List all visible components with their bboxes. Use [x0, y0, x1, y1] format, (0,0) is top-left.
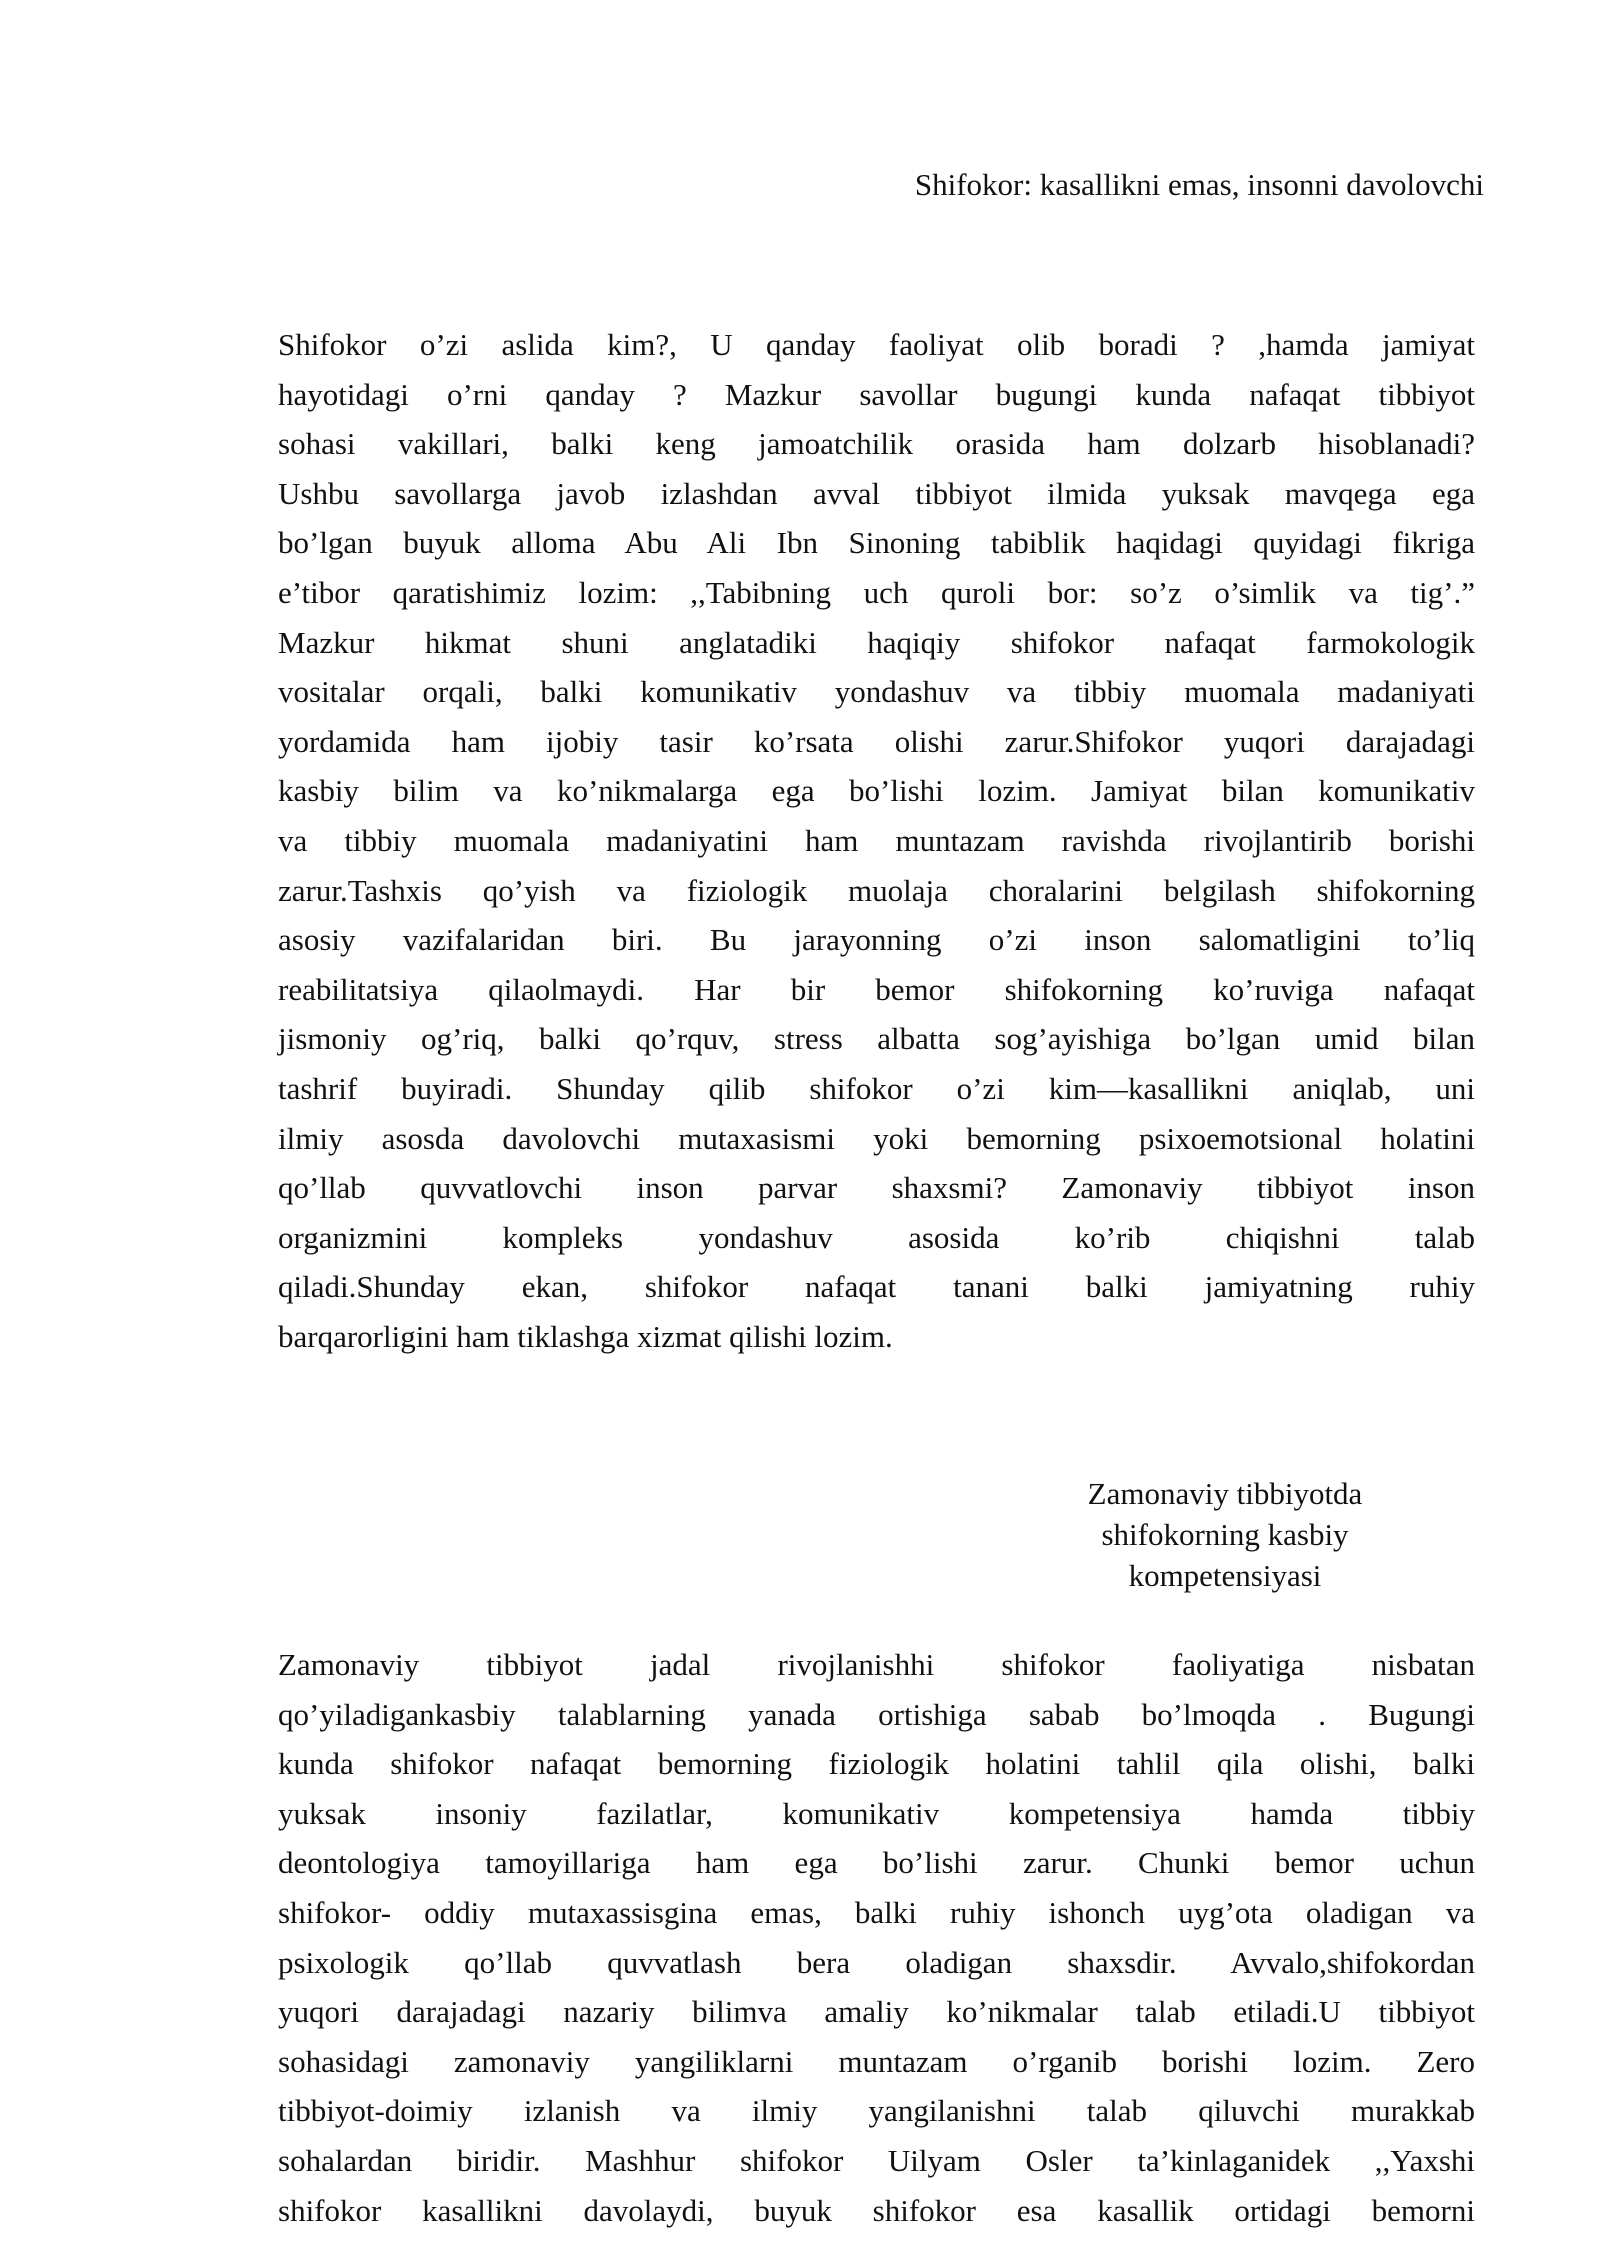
- text-line: asosiy vazifalaridan biri. Bu jarayonning o’zi inson salomatligini to’liq: [278, 922, 1475, 958]
- document-title: Shifokor: kasallikni emas, insonni davolovchi: [914, 167, 1484, 202]
- paragraph-section-1: [278, 320, 1475, 1361]
- text-line: sohasi vakillari, balki keng jamoatchilik orasida ham dolzarb hisoblanadi?: [278, 426, 1475, 462]
- text-line: Shifokor o’zi aslida kim?, U qanday faoliyat olib boradi ? ,hamda jamiyat: [278, 327, 1475, 362]
- text-line: sohalardan biridir. Mashhur shifokor Uilyam Osler ta’kinlaganidek ,,Yaxshi: [278, 2142, 1475, 2178]
- paragraph-section-2: [278, 1640, 1475, 2235]
- text-line: yordamida ham ijobiy tasir ko’rsata olishi zarur.Shifokor yuqori darajadagi: [278, 723, 1475, 759]
- text-line: Mazkur hikmat shuni anglatadiki haqiqiy shifokor nafaqat farmokologik: [278, 624, 1475, 660]
- text-line: tibbiyot-doimiy izlanish va ilmiy yangilanishni talab qiluvchi murakkab: [278, 2093, 1475, 2129]
- text-line: organizmini kompleks yondashuv asosida ko’rib chiqishni talab: [278, 1219, 1475, 1255]
- text-line: va tibbiy muomala madaniyatini ham muntazam ravishda rivojlantirib borishi: [278, 822, 1475, 858]
- text-line: shifokor- oddiy mutaxassisgina emas, balki ruhiy ishonch uyg’ota oladigan va: [278, 1894, 1475, 1930]
- text-line: qo’llab quvvatlovchi inson parvar shaxsmi? Zamonaviy tibbiyot inson: [278, 1170, 1475, 1206]
- text-line: kasbiy bilim va ko’nikmalarga ega bo’lishi lozim. Jamiyat bilan komunikativ: [278, 773, 1475, 809]
- text-line: Zamonaviy tibbiyot jadal rivojlanishhi shifokor faoliyatiga nisbatan: [278, 1647, 1475, 1682]
- text-line: jismoniy og’riq, balki qo’rquv, stress albatta sog’ayishiga bo’lgan umid bilan: [278, 1021, 1475, 1057]
- text-line: zarur.Tashxis qo’yish va fiziologik muolaja choralarini belgilash shifokorning: [278, 872, 1475, 908]
- text-line: hayotidagi o’rni qanday ? Mazkur savollar bugungi kunda nafaqat tibbiyot: [278, 376, 1475, 412]
- heading-line: shifokorning kasbiy: [1101, 1517, 1349, 1552]
- text-line: qo’yiladigankasbiy talablarning yanada ortishiga sabab bo’lmoqda . Bugungi: [278, 1696, 1475, 1732]
- text-line: tashrif buyiradi. Shunday qilib shifokor o’zi kim—kasallikni aniqlab, uni: [278, 1070, 1475, 1106]
- text-line: ilmiy asosda davolovchi mutaxasismi yoki bemorning psixoemotsional holatini: [278, 1120, 1475, 1156]
- text-line: yuksak insoniy fazilatlar, komunikativ kompetensiya hamda tibbiy: [278, 1795, 1475, 1831]
- text-line: kunda shifokor nafaqat bemorning fiziologik holatini tahlil qila olishi, balki: [278, 1746, 1475, 1782]
- heading-line: kompetensiyasi: [1128, 1558, 1322, 1593]
- text-line: reabilitatsiya qilaolmaydi. Har bir bemor shifokorning ko’ruviga nafaqat: [278, 971, 1475, 1007]
- text-line: vositalar orqali, balki komunikativ yondashuv va tibbiy muomala madaniyati: [278, 674, 1475, 710]
- heading-line: Zamonaviy tibbiyotda: [1087, 1476, 1363, 1511]
- text-line: psixologik qo’llab quvvatlash bera oladigan shaxsdir. Avvalo,shifokordan: [278, 1944, 1475, 1980]
- text-line: yuqori darajadagi nazariy bilimva amaliy ko’nikmalar talab etiladi.U tibbiyot: [278, 1994, 1475, 2030]
- text-line: deontologiya tamoyillariga ham ega bo’lishi zarur. Chunki bemor uchun: [278, 1845, 1475, 1881]
- text-line: barqarorligini ham tiklashga xizmat qilishi lozim.: [278, 1318, 893, 1354]
- text-line: qiladi.Shunday ekan, shifokor nafaqat tanani balki jamiyatning ruhiy: [278, 1269, 1475, 1305]
- text-line: sohasidagi zamonaviy yangiliklarni muntazam o’rganib borishi lozim. Zero: [278, 2043, 1475, 2079]
- text-line: shifokor kasallikni davolaydi, buyuk shifokor esa kasallik ortidagi bemorni: [278, 2192, 1475, 2228]
- text-line: e’tibor qaratishimiz lozim: ,,Tabibning uch quroli bor: so’z o’simlik va tig’.”: [278, 574, 1475, 610]
- text-line: Ushbu savollarga javob izlashdan avval tibbiyot ilmida yuksak mavqega ega: [278, 475, 1475, 511]
- section-heading: [1055, 1473, 1395, 1596]
- text-line: bo’lgan buyuk alloma Abu Ali Ibn Sinoning tabiblik haqidagi quyidagi fikriga: [278, 525, 1475, 561]
